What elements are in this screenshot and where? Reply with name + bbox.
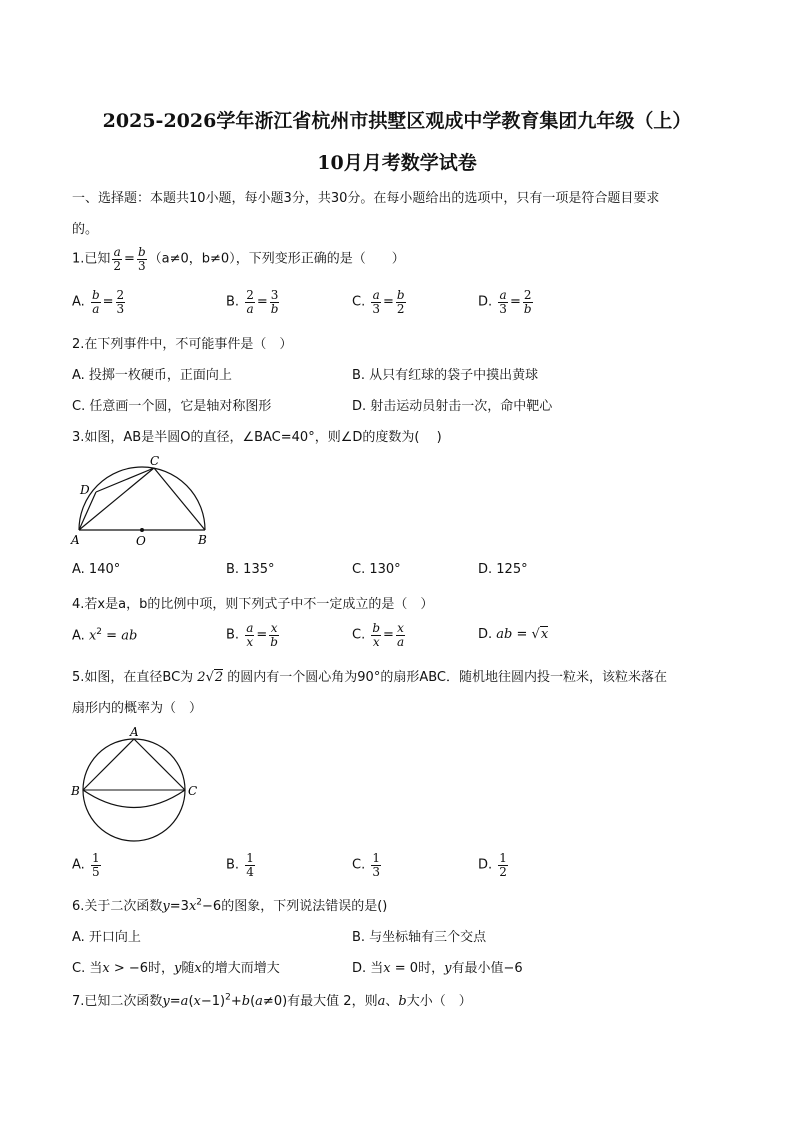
label-d: D [80,483,90,497]
q4-option-d[interactable]: D. ab = √x [478,627,549,642]
q4-option-b[interactable]: B. $\frac{a}{x}$ = $\frac{x}{b}$ [226,621,278,649]
q6-option-c[interactable]: C. 当x > −6时，y随x的增大而增大 [72,961,280,976]
question-5-cont: 扇形内的概率为（ ） [72,701,203,716]
chord-dc [96,468,154,492]
q3-option-c[interactable]: C. 130° [352,562,401,577]
q5-option-c[interactable]: C. $\frac{1}{3}$ [352,851,380,879]
question-6: 6.关于二次函数$y=3x^2-6$的图象，下列说法错误的是() [72,897,388,914]
q5-option-a[interactable]: A. $\frac{1}{5}$ [72,851,100,879]
chord-ac [79,468,154,530]
question-3: 3.如图，AB是半圆O的直径，∠BAC=40°，则∠D的度数为( ) [72,430,442,445]
exam-title-line2: 10月月考数学试卷 [317,152,477,174]
q1-option-b[interactable]: B. $\frac{2}{a}$ = $\frac{3}{b}$ [226,288,279,316]
q1-option-a[interactable]: A. $\frac{b}{a}$ = $\frac{2}{3}$ [72,288,125,316]
label-o: O [136,534,146,547]
label-c: C [150,454,160,468]
q4-option-a[interactable]: A. $x^2$ = ab [72,627,138,644]
semicircle-arc [79,467,205,530]
label-b: B [198,533,207,547]
q3-option-b[interactable]: B. 135° [226,562,275,577]
radius-ac [134,739,185,790]
q6-option-a[interactable]: A. 开口向上 [72,930,141,945]
q5-circle-sector-figure [70,725,205,845]
question-4: 4.若x是a，b的比例中项，则下列式子中不一定成立的是（ ） [72,597,434,612]
section-instructions-cont: 的。 [72,222,99,237]
q2-option-a[interactable]: A. 投掷一枚硬币，正面向上 [72,368,232,383]
q6-option-b[interactable]: B. 与坐标轴有三个交点 [352,930,487,945]
q4-option-c[interactable]: C. $\frac{b}{x}$ = $\frac{x}{a}$ [352,621,405,649]
q1-option-c[interactable]: C. $\frac{a}{3}$ = $\frac{b}{2}$ [352,288,405,316]
section-instructions: 一、选择题：本题共10小题，每小题3分，共30分。在每小题给出的选项中，只有一项是符合题目要求 [72,191,660,206]
question-7: 7.已知二次函数$y=a(x-1)^2+b(a\ne 0)$有最大值 2，则a、b大小（ ） [72,992,472,1009]
label-c: C [188,784,198,798]
q3-semicircle-figure [70,452,215,547]
sector-arc [83,790,185,808]
question-5: 5.如图，在直径BC为 2√2 的圆内有一个圆心角为90°的扇形ABC．随机地往圆内投一粒米，该粒米落在 [72,670,667,685]
label-a: A [71,533,80,547]
center-o-dot [140,528,144,532]
label-a: A [130,725,139,739]
q2-option-b[interactable]: B. 从只有红球的袋子中摸出黄球 [352,368,539,383]
question-1: 1.已知 $\frac{a}{2}$ = $\frac{b}{3}$ （a≠0，b≠0），下列变形正确的是（ ） [72,245,405,273]
exam-title-line1: 2025-2026学年浙江省杭州市拱墅区观成中学教育集团九年级（上） [102,110,692,132]
q5-option-d[interactable]: D. $\frac{1}{2}$ [478,851,507,879]
q3-option-d[interactable]: D. 125° [478,562,528,577]
q6-option-d[interactable]: D. 当x = 0时，y有最小值−6 [352,961,523,976]
question-2: 2.在下列事件中，不可能事件是（ ） [72,337,293,352]
q2-option-c[interactable]: C. 任意画一个圆，它是轴对称图形 [72,399,272,414]
q2-option-d[interactable]: D. 射击运动员射击一次，命中靶心 [352,399,553,414]
q1-option-d[interactable]: D. $\frac{a}{3}$ = $\frac{2}{b}$ [478,288,532,316]
label-b: B [71,784,80,798]
q3-option-a[interactable]: A. 140° [72,562,121,577]
radius-ab [83,739,134,790]
q5-option-b[interactable]: B. $\frac{1}{4}$ [226,851,254,879]
